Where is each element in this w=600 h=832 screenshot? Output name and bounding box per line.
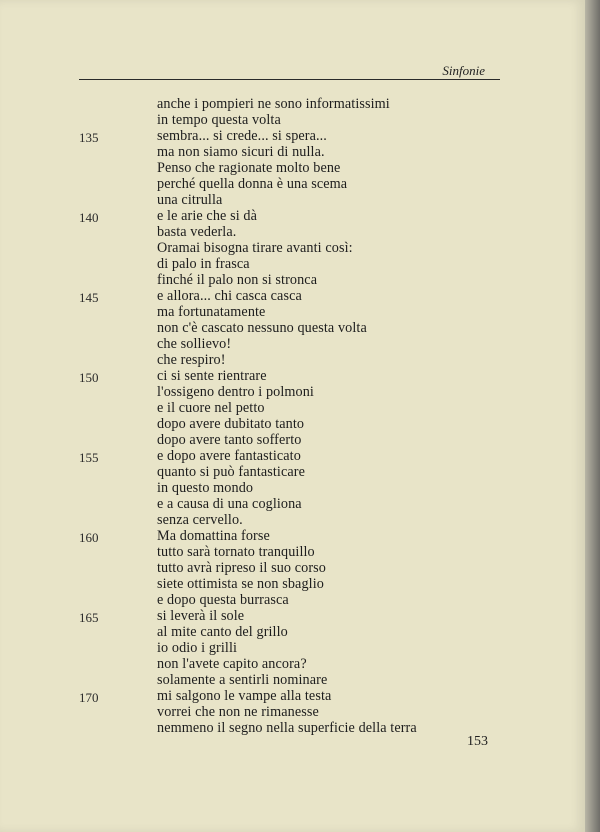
verse-line: nemmeno il segno nella superficie della terra [157, 720, 417, 736]
verse-line: basta vederla. [157, 224, 237, 240]
verse-line: in tempo questa volta [157, 112, 281, 128]
line-number: 145 [79, 290, 99, 305]
verse-line: vorrei che non ne rimanesse [157, 704, 319, 720]
verse-line: ci si sente rientrare [157, 368, 267, 384]
header-rule [79, 79, 500, 80]
verse-line: e allora... chi casca casca [157, 288, 302, 304]
verse-line: senza cervello. [157, 512, 243, 528]
verse-line: l'ossigeno dentro i polmoni [157, 384, 314, 400]
page-edge [585, 0, 600, 832]
verse-line: e a causa di una cogliona [157, 496, 302, 512]
verse-line: finché il palo non si stronca [157, 272, 318, 288]
verse-line: anche i pompieri ne sono informatissimi [157, 96, 390, 112]
verse-line: Oramai bisogna tirare avanti così: [157, 240, 353, 256]
line-number: 135 [79, 130, 99, 145]
line-number: 140 [79, 210, 99, 225]
verse-line: che sollievo! [157, 336, 232, 352]
verse-line: sembra... si crede... si spera... [157, 128, 327, 144]
verse-line: perché quella donna è una scema [157, 176, 348, 192]
line-number: 170 [79, 690, 99, 705]
verse-line: tutto avrà ripreso il suo corso [157, 560, 326, 576]
verse-line: mi salgono le vampe alla testa [157, 688, 332, 704]
running-head: Sinfonie [442, 63, 485, 78]
verse-line: al mite canto del grillo [157, 624, 288, 640]
verse-line: una citrulla [157, 192, 223, 208]
verse-line: quanto si può fantasticare [157, 464, 305, 480]
verse-line: ma non siamo sicuri di nulla. [157, 144, 325, 160]
verse-line: di palo in frasca [157, 256, 250, 272]
line-number: 155 [79, 450, 99, 465]
verse-line: e le arie che si dà [157, 208, 257, 224]
verse-line: dopo avere dubitato tanto [157, 416, 305, 432]
verse-line: e dopo questa burrasca [157, 592, 289, 608]
verse-line: che respiro! [157, 352, 226, 368]
page-number: 153 [467, 734, 488, 749]
verse-line: tutto sarà tornato tranquillo [157, 544, 315, 560]
verse-line: ma fortunatamente [157, 304, 266, 320]
verse-line: siete ottimista se non sbaglio [157, 576, 324, 592]
verse-line: e il cuore nel petto [157, 400, 265, 416]
verse-line: io odio i grilli [157, 640, 238, 656]
line-number: 150 [79, 370, 99, 385]
verse-line: in questo mondo [157, 480, 254, 496]
verse-line: si leverà il sole [157, 608, 245, 624]
verse-line: Ma domattina forse [157, 528, 270, 544]
verse-line: Penso che ragionate molto bene [157, 160, 341, 176]
line-number: 165 [79, 610, 99, 625]
verse-line: e dopo avere fantasticato [157, 448, 301, 464]
verse-line: solamente a sentirli nominare [157, 672, 328, 688]
line-number: 160 [79, 530, 99, 545]
verse-line: non l'avete capito ancora? [157, 656, 307, 672]
verse-line: non c'è cascato nessuno questa volta [157, 320, 367, 336]
verse-line: dopo avere tanto sofferto [157, 432, 302, 448]
